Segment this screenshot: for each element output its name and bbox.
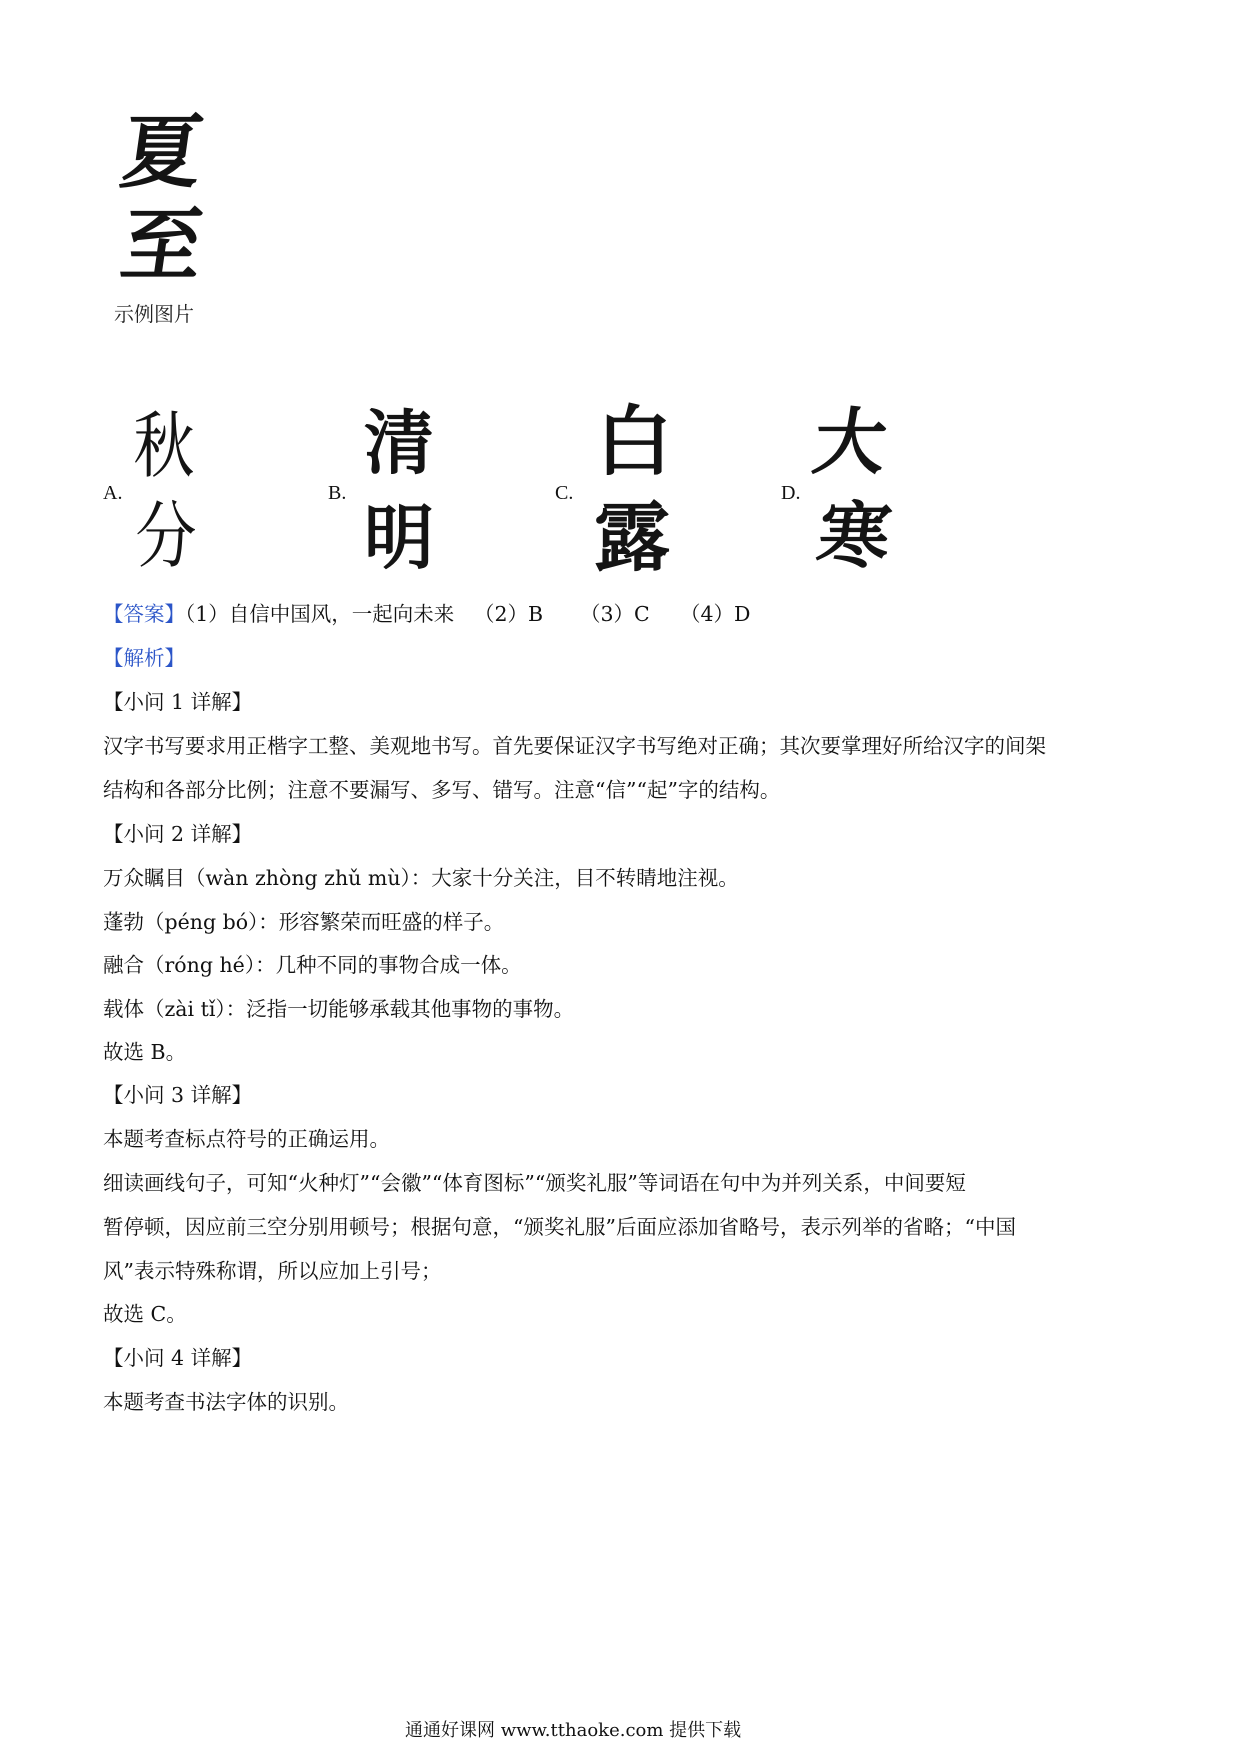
q2-title: 【小问 2 详解】 xyxy=(103,822,253,846)
option-b-char-1: 清 xyxy=(364,402,434,484)
q2-line-3: 融合（róng hé）：几种不同的事物合成一体。 xyxy=(103,953,522,977)
option-a-label: A. xyxy=(103,482,123,504)
answer-tag: 【答案】 xyxy=(103,602,185,626)
example-calligraphy-char-2: 至 xyxy=(115,198,209,292)
q4-title: 【小问 4 详解】 xyxy=(103,1346,253,1370)
page-footer: 通通好课网 www.tthaoke.com 提供下载 xyxy=(405,1720,742,1741)
q3-line-2: 细读画线句子，可知“火种灯”“会徽”“体育图标”“颁奖礼服”等词语在句中为并列关系，中间要短 xyxy=(103,1171,966,1195)
q2-line-1: 万众瞩目（wàn zhòng zhǔ mù）：大家十分关注，目不转睛地注视。 xyxy=(103,866,739,890)
answer-4: （4）D xyxy=(680,602,751,626)
q1-paragraph-line-1: 汉字书写要求用正楷字工整、美观地书写。首先要保证汉字书写绝对正确；其次要掌理好所给汉字的间架 xyxy=(103,734,1046,758)
q3-line-5: 故选 C。 xyxy=(103,1302,187,1326)
q4-line-1: 本题考查书法字体的识别。 xyxy=(103,1390,349,1414)
q2-line-5: 故选 B。 xyxy=(103,1040,187,1064)
option-b-char-2: 明 xyxy=(364,497,434,579)
option-c-char-1: 白 xyxy=(596,397,672,486)
option-d-label: D. xyxy=(781,482,801,504)
q3-line-4: 风”表示特殊称谓，所以应加上引号； xyxy=(103,1259,442,1283)
example-calligraphy-char-1: 夏 xyxy=(115,105,209,199)
q2-line-2: 蓬勃（péng bó）：形容繁荣而旺盛的样子。 xyxy=(103,910,505,934)
option-d-char-2: 寒 xyxy=(812,493,897,578)
answer-2: （2）B xyxy=(474,602,544,626)
q2-line-4: 载体（zài tǐ）：泛指一切能够承载其他事物的事物。 xyxy=(103,997,575,1021)
example-caption: 示例图片 xyxy=(114,302,194,326)
q3-line-3: 暂停顿，因应前三空分别用顿号；根据句意，“颁奖礼服”后面应添加省略号，表示列举的省略；“中国 xyxy=(103,1215,1016,1239)
answer-1: （1）自信中国风，一起向未来 xyxy=(185,602,455,626)
option-a-char-1: 秋 xyxy=(133,404,195,488)
option-b-label: B. xyxy=(328,482,347,504)
q1-paragraph-line-2: 结构和各部分比例；注意不要漏写、多写、错写。注意“信”“起”字的结构。 xyxy=(103,778,781,802)
answer-line xyxy=(103,602,454,627)
q1-title: 【小问 1 详解】 xyxy=(103,690,253,714)
analysis-tag: 【解析】 xyxy=(103,646,185,670)
option-c-char-2: 露 xyxy=(594,493,670,582)
answer-3: （3）C xyxy=(580,602,650,626)
q3-line-1: 本题考查标点符号的正确运用。 xyxy=(103,1127,390,1151)
option-c-label: C. xyxy=(555,482,574,504)
option-d-char-1: 大 xyxy=(808,399,893,484)
q3-title: 【小问 3 详解】 xyxy=(103,1083,253,1107)
option-a-char-2: 分 xyxy=(135,494,197,578)
